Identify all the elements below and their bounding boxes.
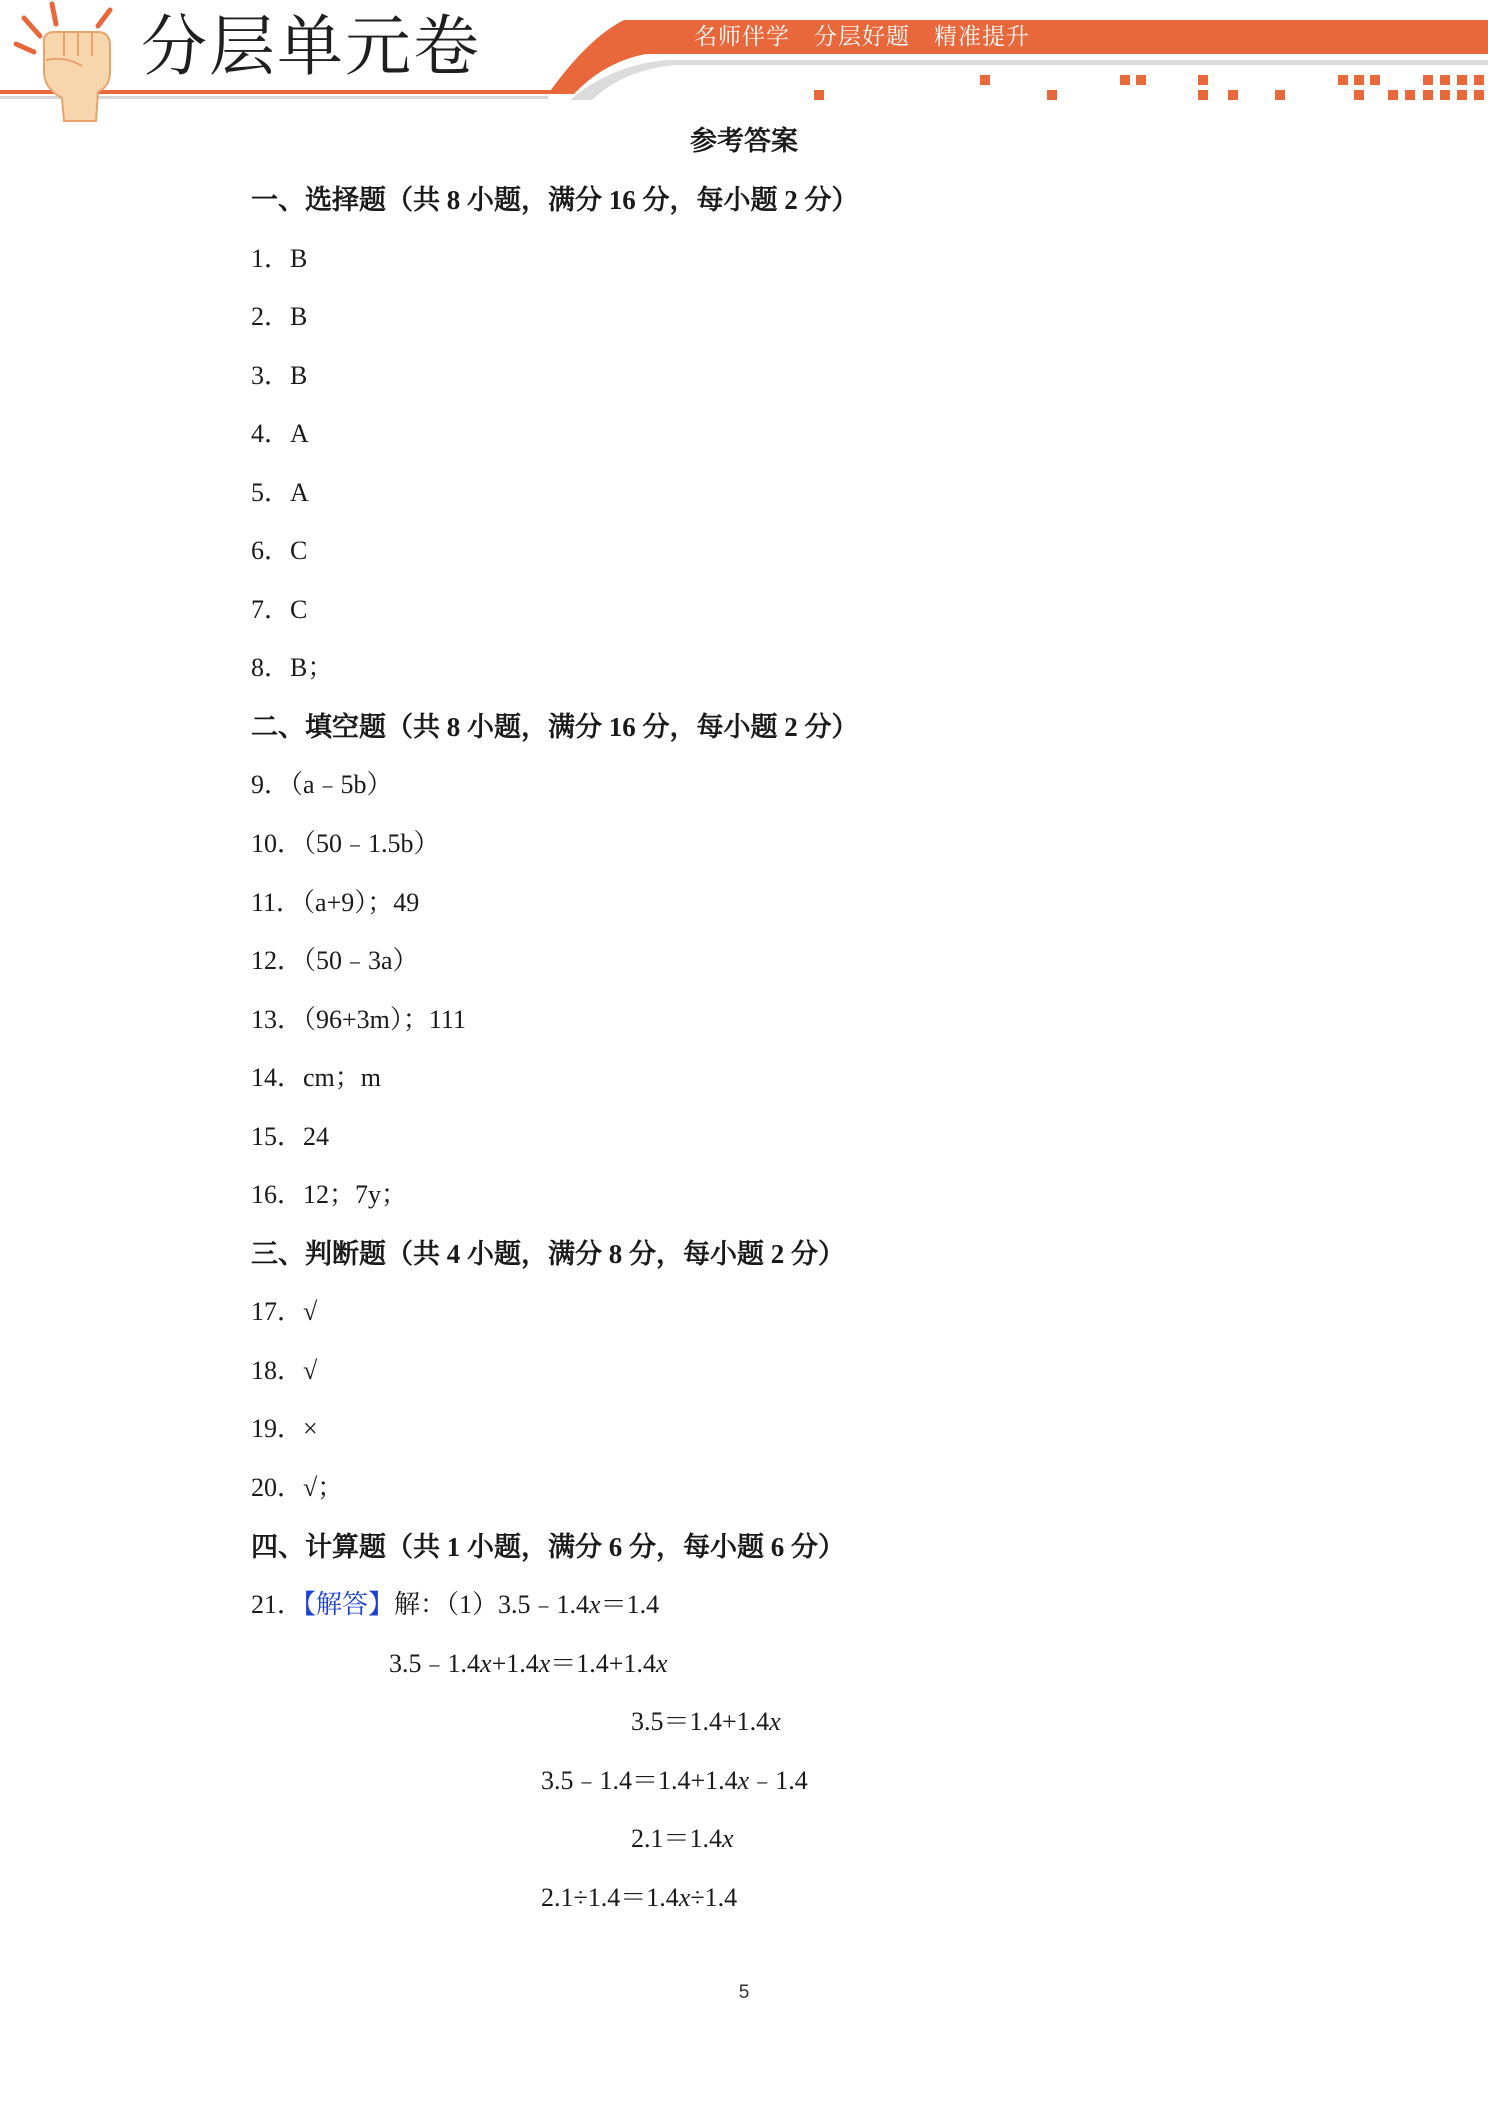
variable-x: x — [480, 1648, 492, 1678]
solution-lead: 解：（1）3.5﹣1.4x＝1.4 — [394, 1590, 660, 1620]
variable-x: x — [722, 1824, 734, 1854]
answer-item: 14．cm；m — [251, 1063, 381, 1093]
section-heading-true-false: 三、判断题（共 4 小题，满分 8 分，每小题 2 分） — [251, 1238, 845, 1269]
banner-slogan: 名师伴学 分层好题 精准提升 — [694, 24, 1030, 50]
answer-tag: 【解答】 — [303, 1590, 395, 1620]
variable-x: x — [655, 1648, 668, 1678]
answer-item: 15．24 — [251, 1121, 330, 1151]
answer-item: 2．B — [251, 302, 308, 332]
answer-item: 3．B — [251, 360, 308, 390]
answer-item: 6．C — [251, 536, 308, 566]
answer-item: 13．（96+3m）；111 — [251, 1004, 466, 1034]
page-number: 5 — [738, 1982, 750, 2003]
section-heading-multiple-choice: 一、选择题（共 8 小题，满分 16 分，每小题 2 分） — [251, 185, 859, 215]
solution-step: 3.5＝1.4+1.4x — [631, 1707, 781, 1737]
solution-step: 3.5﹣1.4x+1.4x＝1.4+1.4x — [389, 1648, 668, 1678]
answer-item: 12．（50﹣3a） — [251, 946, 419, 976]
answer-item: 19．× — [251, 1414, 318, 1444]
answer-item: 10．（50﹣1.5b） — [251, 829, 440, 859]
variable-x: x — [769, 1707, 781, 1737]
variable-x: x — [589, 1590, 601, 1620]
solution-step: 2.1÷1.4＝1.4x÷1.4 — [541, 1882, 738, 1912]
answer-item: 5．A — [251, 477, 309, 507]
page-header — [0, 0, 1488, 130]
variable-x: x — [678, 1882, 691, 1912]
answer-key-content — [251, 171, 1351, 1927]
section-heading-fill-in: 二、填空题（共 8 小题，满分 16 分，每小题 2 分） — [251, 711, 859, 742]
answer-item: 11．（a+9）；49 — [251, 887, 420, 917]
answer-item: 1．B — [251, 243, 308, 273]
answer-item: 9．（a﹣5b） — [251, 770, 393, 800]
answer-item: 16．12；7y； — [251, 1180, 408, 1210]
answer-item: 8．B； — [251, 653, 334, 683]
solution-step: 3.5﹣1.4＝1.4+1.4x﹣1.4 — [541, 1765, 808, 1795]
variable-x: x — [538, 1648, 551, 1678]
answer-item: 20．√； — [251, 1473, 344, 1503]
answer-item: 18．√ — [251, 1355, 318, 1385]
brand-title: 分层单元卷 — [141, 8, 481, 85]
answer-item: 17．√ — [251, 1297, 318, 1327]
page-title: 参考答案 — [690, 126, 798, 156]
answer-item: 4．A — [251, 419, 309, 449]
decorative-squares — [814, 75, 1484, 100]
solution-line — [251, 1576, 1351, 1635]
answer-item: 7．C — [251, 594, 308, 624]
banner-shadow-swoosh — [570, 60, 1488, 100]
section-heading-calculation: 四、计算题（共 1 小题，满分 6 分，每小题 6 分） — [251, 1531, 845, 1562]
question-number: 21． — [251, 1590, 304, 1620]
variable-x: x — [737, 1765, 750, 1795]
solution-step: 2.1＝1.4x — [631, 1824, 734, 1854]
raised-fist-icon — [8, 0, 130, 122]
